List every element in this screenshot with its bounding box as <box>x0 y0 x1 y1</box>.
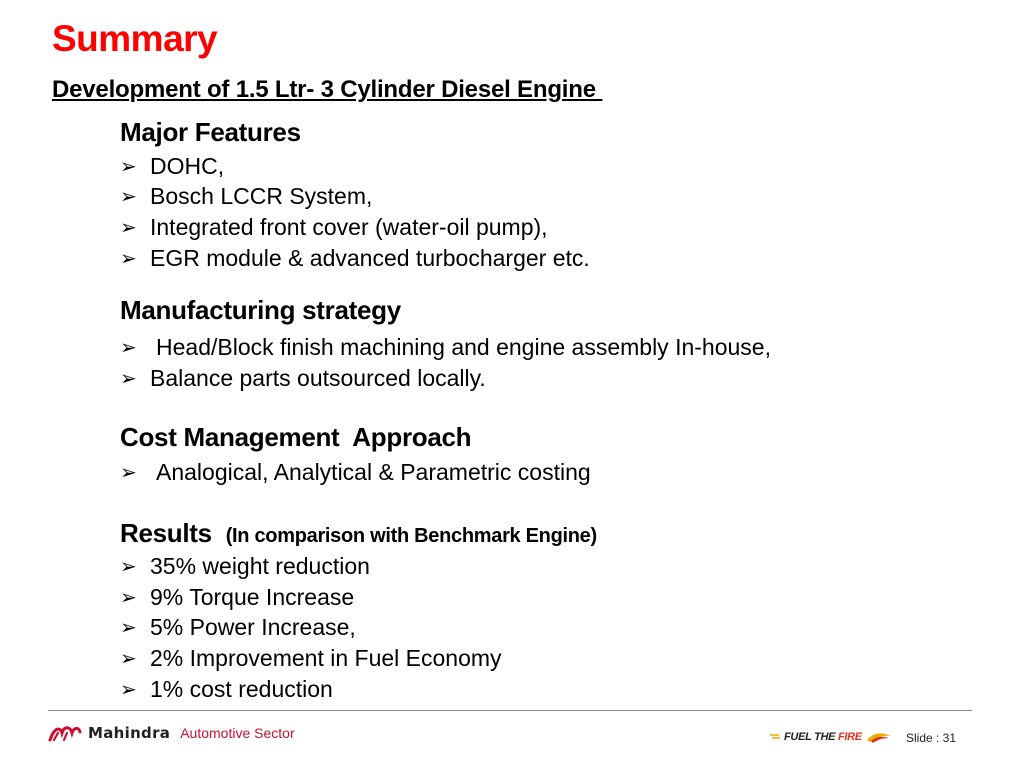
results-heading-text: Results <box>120 518 212 548</box>
bullet-arrow-icon: ➢ <box>120 217 137 239</box>
bullet-item <box>120 334 771 361</box>
section-heading-cost-management: Cost Management Approach <box>120 422 472 452</box>
bullet-item <box>120 183 372 210</box>
bullet-arrow-icon: ➢ <box>120 679 137 701</box>
bullet-item <box>120 584 354 611</box>
tagline-part1: FUEL THE <box>784 731 838 743</box>
section-heading-major-features: Major Features <box>120 117 301 147</box>
slide-number: Slide : 31 <box>906 731 957 745</box>
bullet-text: Analogical, Analytical & Parametric costing <box>156 459 591 485</box>
slide-subtitle: Development of 1.5 Ltr- 3 Cylinder Diesel Engine <box>52 76 603 103</box>
bullet-arrow-icon: ➢ <box>120 248 137 270</box>
section-heading-manufacturing-strategy: Manufacturing strategy <box>120 295 401 325</box>
fuel-the-fire-logo <box>770 730 892 744</box>
brand-sector: Automotive Sector <box>180 725 295 741</box>
stripes-icon <box>770 732 780 742</box>
bullet-text: 9% Torque Increase <box>150 584 355 610</box>
section-heading-results <box>120 518 597 549</box>
bullet-text: Integrated front cover (water-oil pump), <box>150 214 548 240</box>
bullet-item <box>120 614 356 641</box>
bullet-arrow-icon: ➢ <box>120 156 137 178</box>
brand-name: Mahindra <box>88 724 171 742</box>
bullet-arrow-icon: ➢ <box>120 186 137 208</box>
bullet-arrow-icon: ➢ <box>120 462 137 484</box>
bullet-item <box>120 553 370 580</box>
bullet-arrow-icon: ➢ <box>120 617 137 639</box>
mahindra-logo <box>48 724 295 742</box>
bullet-arrow-icon: ➢ <box>120 337 137 359</box>
bullet-text: 5% Power Increase, <box>150 614 356 640</box>
bullet-text: EGR module & advanced turbocharger etc. <box>150 245 590 271</box>
tagline <box>784 731 862 743</box>
flame-swoosh-icon <box>866 730 892 744</box>
tagline-part2: FIRE <box>837 731 862 743</box>
bullet-arrow-icon: ➢ <box>120 368 137 390</box>
bullet-item <box>120 459 591 486</box>
bullet-arrow-icon: ➢ <box>120 587 137 609</box>
bullet-item <box>120 245 590 272</box>
bullet-item <box>120 214 548 241</box>
bullet-text: Bosch LCCR System, <box>150 183 373 209</box>
bullet-text: DOHC, <box>150 153 225 179</box>
bullet-item <box>120 365 486 392</box>
bullet-arrow-icon: ➢ <box>120 556 137 578</box>
bullet-item <box>120 153 224 180</box>
bullet-text: 1% cost reduction <box>150 676 333 702</box>
bullet-text: 35% weight reduction <box>150 553 370 579</box>
bullet-text: Balance parts outsourced locally. <box>150 365 486 391</box>
footer-divider <box>48 710 972 711</box>
bullet-item <box>120 645 502 672</box>
slide-title: Summary <box>52 18 218 59</box>
mahindra-m-icon <box>48 724 82 742</box>
bullet-text: Head/Block finish machining and engine assembly In-house, <box>156 334 771 360</box>
bullet-arrow-icon: ➢ <box>120 648 137 670</box>
bullet-item <box>120 676 333 703</box>
bullet-text: 2% Improvement in Fuel Economy <box>150 645 502 671</box>
results-heading-note: (In comparison with Benchmark Engine) <box>225 525 597 547</box>
